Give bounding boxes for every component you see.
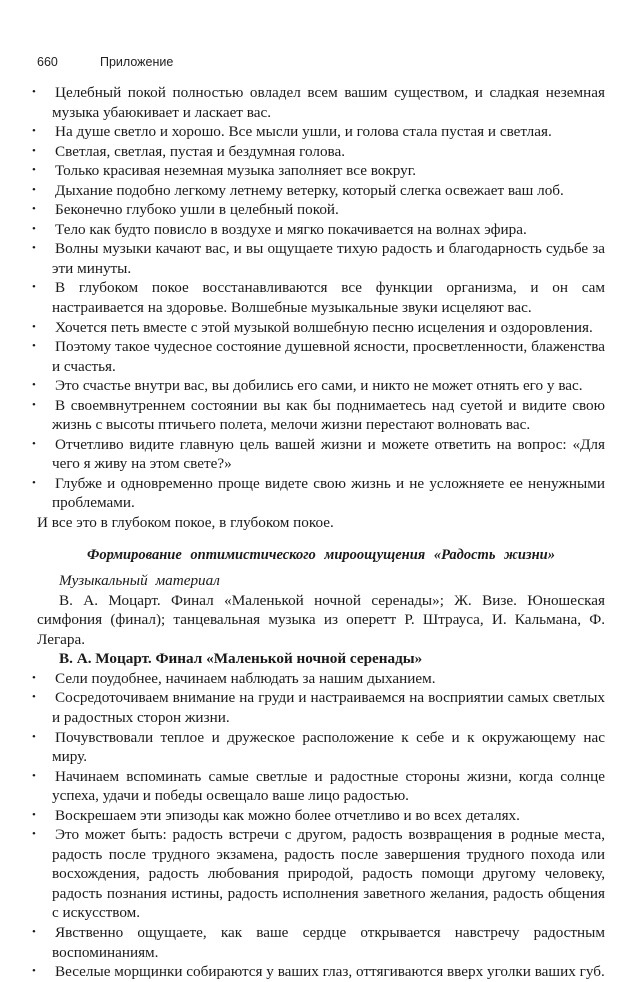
bullet-icon: • xyxy=(32,125,36,138)
list-item-text: Это может быть: радость встречи с другом, радость возвращения в родные места, радость после трудного экзамена, радость после завершения трудного похода или восхождения, радость любования природой, радость помощи другому человеку, радость познания истины, радость исполнения заветного желания, радость общения с искусством. xyxy=(52,826,605,922)
list-item xyxy=(24,806,605,826)
list-item xyxy=(24,278,605,317)
list-item-text: В своемвнутреннем состоянии вы как бы поднимаетесь над суетой и видите свою жизнь с высоты птичьего полета, мелочи жизни перестают волновать вас. xyxy=(52,396,605,434)
list-item xyxy=(24,767,605,806)
list-item-text: Хочется петь вместе с этой музыкой волшебную песню исцеления и оздоровления. xyxy=(55,318,593,336)
bullet-icon: • xyxy=(32,144,36,157)
list-item xyxy=(24,728,605,767)
list-item xyxy=(24,83,605,122)
list-item xyxy=(24,239,605,278)
running-head xyxy=(37,55,173,69)
meditation-list xyxy=(32,83,605,513)
list-item-text: Сосредоточиваем внимание на груди и настраиваемся на восприятии самых светлых и радостных сторон жизни. xyxy=(52,689,605,726)
list-item-text: Волны музыки качают вас, и вы ощущаете тихую радость и благодарность судьбе за эти минуты. xyxy=(52,240,605,277)
closing-line: И все это в глубоком покое, в глубоком покое. xyxy=(37,514,334,532)
section-name: Приложение xyxy=(100,55,174,69)
bullet-icon: • xyxy=(32,808,36,821)
list-item xyxy=(24,376,605,396)
list-item xyxy=(24,337,605,376)
list-item-text: Светлая, светлая, пустая и бездумная голова. xyxy=(55,142,346,160)
bullet-icon: • xyxy=(32,379,36,392)
bullet-icon: • xyxy=(32,183,36,196)
bullet-icon: • xyxy=(32,222,36,235)
list-item-text: На душе светло и хорошо. Все мысли ушли, и голова стала пустая и светлая. xyxy=(55,123,552,141)
list-item-text: Целебный покой полностью овладел всем вашим существом, и сладкая неземная музыка убаюкивает и ласкает вас. xyxy=(52,84,605,121)
list-item-text: Это счастье внутри вас, вы добились его сами, и никто не может отнять его у вас. xyxy=(55,377,583,395)
bullet-icon: • xyxy=(32,769,36,782)
material-text: В. А. Моцарт. Финал «Маленькой ночной серенады»; Ж. Визе. Юношеская симфония (финал); танцевальная музыка из оперетт Р. Штрауса, И. Кальмана, Ф. Легара. xyxy=(37,591,605,648)
page-body xyxy=(32,83,605,982)
bullet-icon: • xyxy=(32,965,36,978)
list-item xyxy=(24,825,605,923)
list-item xyxy=(24,396,605,435)
list-item-text: Тело как будто повисло в воздухе и мягко покачивается на волнах эфира. xyxy=(55,220,527,238)
list-item-text: Дыхание подобно легкому летнему ветерку, который слегка освежает ваш лоб. xyxy=(55,181,564,199)
bullet-icon: • xyxy=(32,671,36,684)
list-item xyxy=(24,962,605,982)
list-item-text: Начинаем вспоминать самые светлые и радостные стороны жизни, когда солнце успеха, удачи и победы освещало ваше лицо радостью. xyxy=(52,767,605,805)
list-item-text: В глубоком покое восстанавливаются все функции организма, и он сам настраивается на здоровье. Волшебные музыкальные звуки исцеляют вас. xyxy=(52,279,605,317)
list-item xyxy=(24,142,605,162)
bullet-icon: • xyxy=(32,164,36,177)
list-item xyxy=(24,474,605,513)
bullet-icon: • xyxy=(32,203,36,216)
bullet-icon: • xyxy=(32,320,36,333)
bullet-icon: • xyxy=(32,730,36,743)
bullet-icon: • xyxy=(32,476,36,489)
material-label: Музыкальный материал xyxy=(59,572,220,590)
list-item-text: Воскрешаем эти эпизоды как можно более отчетливо и во всех деталях. xyxy=(55,806,520,824)
section-title: Формирование оптимистического мироощущения «Радость жизни» xyxy=(87,546,555,563)
bullet-icon: • xyxy=(32,925,36,938)
list-item xyxy=(24,688,605,727)
list-item xyxy=(24,669,605,689)
bullet-icon: • xyxy=(32,828,36,841)
bullet-icon: • xyxy=(32,242,36,255)
bullet-icon: • xyxy=(32,437,36,450)
bullet-icon: • xyxy=(32,86,36,98)
bullet-icon: • xyxy=(32,398,36,411)
list-item-text: Сели поудобнее, начинаем наблюдать за нашим дыханием. xyxy=(55,669,436,687)
list-item xyxy=(24,122,605,142)
bullet-icon: • xyxy=(32,281,36,294)
joy-list xyxy=(32,669,605,982)
list-item-text: Беконечно глубоко ушли в целебный покой. xyxy=(55,201,339,219)
list-item xyxy=(24,923,605,962)
list-item-text: Веселые морщинки собираются у ваших глаз, оттягиваются вверх уголки ваших губ. xyxy=(55,963,605,981)
list-item xyxy=(24,220,605,240)
list-item xyxy=(24,318,605,338)
list-item-text: Глубже и одновременно проще видете свою жизнь и не усложняете ее ненужными проблемами. xyxy=(52,474,605,512)
list-item-text: Явственно ощущаете, как ваше сердце открывается навстречу радостным воспоминаниям. xyxy=(52,923,605,961)
list-item-text: Поэтому такое чудесное состояние душевной ясности, просветленности, блаженства и счастья. xyxy=(52,338,605,375)
list-item xyxy=(24,181,605,201)
list-item xyxy=(24,435,605,474)
list-item xyxy=(24,161,605,181)
page-number: 660 xyxy=(37,55,58,69)
list-item-text: Почувствовали теплое и дружеское расположение к себе и к окружающему нас миру. xyxy=(52,728,605,766)
piece-title: В. А. Моцарт. Финал «Маленькой ночной серенады» xyxy=(59,650,423,668)
list-item-text: Отчетливо видите главную цель вашей жизни и можете ответить на вопрос: «Для чего я живу на этом свете?» xyxy=(52,435,605,473)
list-item xyxy=(24,200,605,220)
list-item-text: Только красивая неземная музыка заполняет все вокруг. xyxy=(55,162,417,180)
bullet-icon: • xyxy=(32,340,36,353)
bullet-icon: • xyxy=(32,691,36,704)
